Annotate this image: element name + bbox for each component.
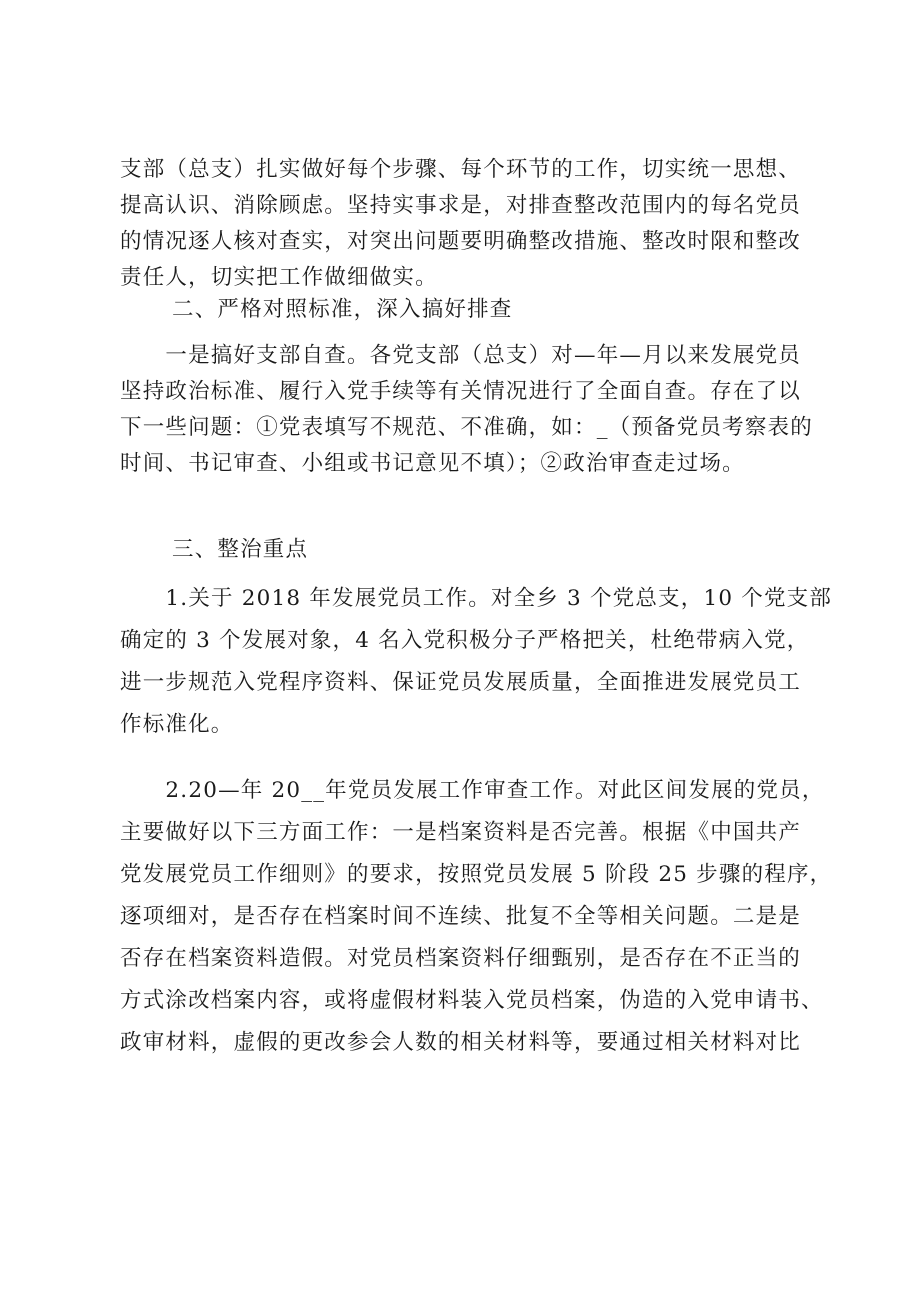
text-line: 支部（总支）扎实做好每个步骤、每个环节的工作，切实统一思想、 (120, 157, 802, 182)
text-line: 提高认识、消除顾虑。坚持实事求是，对排查整改范围内的每名党员 (120, 193, 802, 218)
text-line: 进一步规范入党程序资料、保证党员发展质量，全面推进发展党员工 (120, 670, 802, 695)
text-line: 下一些问题：①党表填写不规范、不准确，如：_（预备党员考察表的 (120, 415, 813, 440)
text-line: 方式涂改档案内容，或将虚假材料装入党员档案，伪造的入党申请书、 (120, 988, 824, 1013)
paragraph-2 (120, 338, 824, 482)
text-line: 党发展党员工作细则》的要求，按照党员发展 5 阶段 25 步骤的程序， (120, 862, 833, 887)
text-line: 作标准化。 (120, 712, 234, 737)
section-heading-2: 二、严格对照标准，深入搞好排查 (172, 297, 513, 322)
text-line: 时间、书记审查、小组或书记意见不填）；②政治审查走过场。 (120, 451, 745, 476)
text-line: 坚持政治标准、履行入党手续等有关情况进行了全面自查。存在了以 (120, 379, 802, 404)
paragraph-3 (120, 578, 833, 746)
text-line: 逐项细对，是否存在档案时间不连续、批复不全等相关问题。二是是 (120, 904, 802, 929)
section-heading-3: 三、整治重点 (172, 537, 309, 562)
text-line: 1.关于 2018 年发展党员工作。对全乡 3 个党总支，10 个党支部 (120, 586, 833, 611)
paragraph-1 (120, 152, 824, 296)
text-line: 确定的 3 个发展对象，4 名入党积极分子严格把关，杜绝带病入党， (120, 628, 810, 653)
text-line: 责任人，切实把工作做细做实。 (120, 265, 438, 290)
text-line: 2.20—年 20__年党员发展工作审查工作。对此区间发展的党员， (120, 778, 825, 803)
text-line: 否存在档案资料造假。对党员档案资料仔细甄别，是否存在不正当的 (120, 946, 802, 971)
text-line: 的情况逐人核对查实，对突出问题要明确整改措施、整改时限和整改 (120, 229, 802, 254)
text-line: 政审材料，虚假的更改参会人数的相关材料等，要通过相关材料对比 (120, 1030, 802, 1055)
text-line: 主要做好以下三方面工作：一是档案资料是否完善。根据《中国共产 (120, 820, 802, 845)
text-line: 一是搞好支部自查。各党支部（总支）对—年—月以来发展党员 (120, 343, 802, 368)
paragraph-4 (120, 770, 833, 1064)
